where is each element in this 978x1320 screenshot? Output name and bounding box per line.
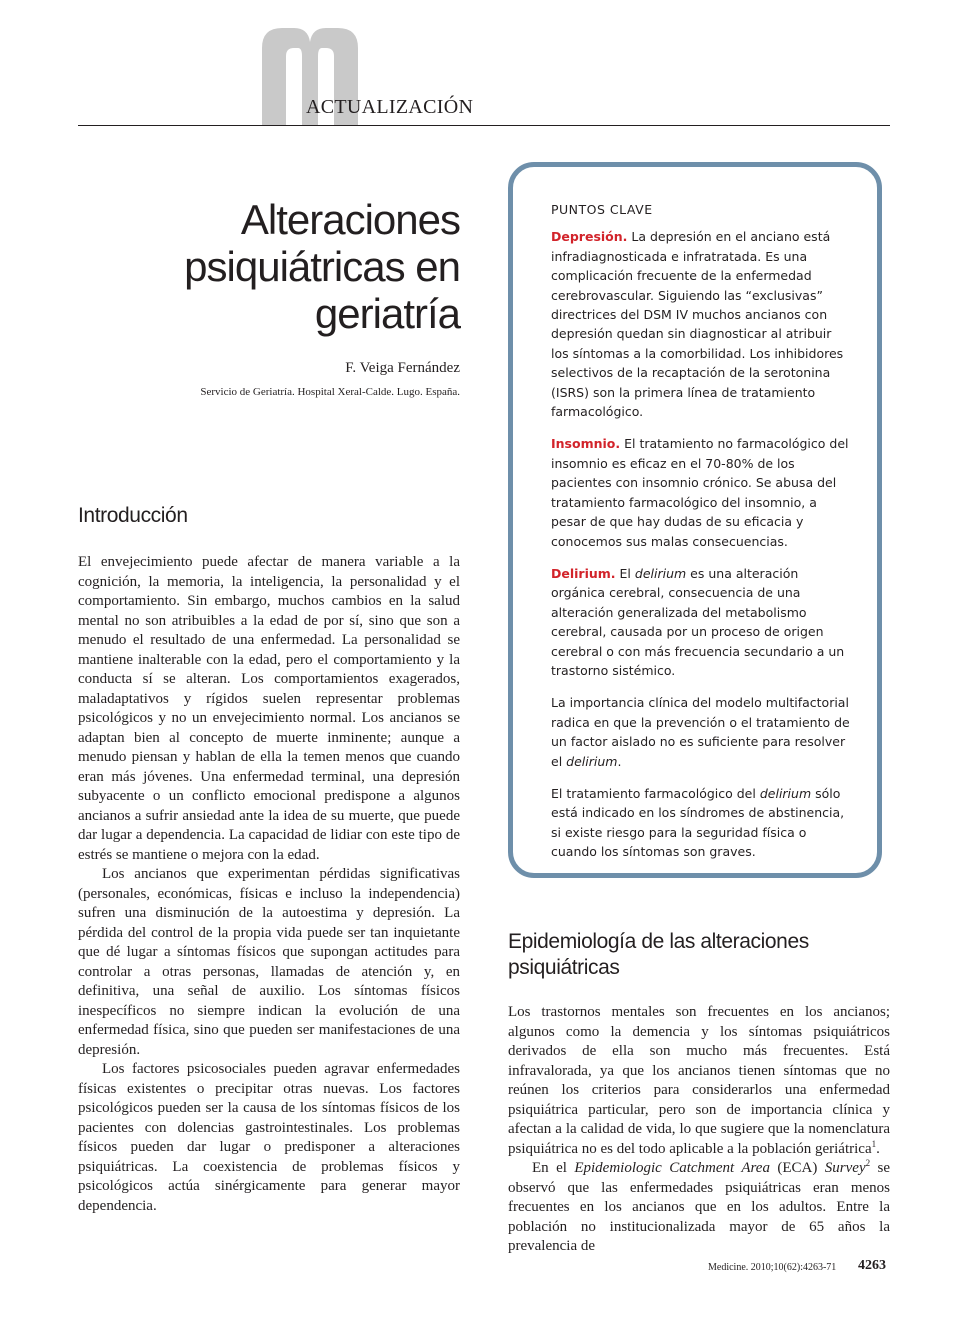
intro-body xyxy=(78,553,460,1216)
journal-citation: Medicine. 2010;10(62):4263-71 xyxy=(708,1262,837,1273)
reference: 1 xyxy=(871,1138,877,1149)
key-points-content xyxy=(551,200,851,875)
section-label: ACTUALIZACIÓN xyxy=(306,96,474,118)
key-point-text: es una alteración orgánica cerebral, consecuencia de una alteración generalizada del metabolismo cerebral, causada por un proceso de origen cerebral o con más frecuencia secundario a un trastorno sistémico. xyxy=(551,565,845,678)
paragraph: Los factores psicosociales pueden agravar enfermedades físicas existentes o precipitar otras nuevas. Los factores psicológicos pueden ser la causa de los síntomas físicos de los pacientes con dolencias gastrointestinales. Los problemas físicos pueden dar lugar o predisponer a alteraciones psiquiátricas. La coexistencia de problemas físicos y psicológicos actúa sinérgicamente para generar mayor dependencia. xyxy=(78,1061,460,1214)
paragraph-text: En el xyxy=(532,1160,567,1176)
key-point-multifactorial xyxy=(551,693,851,771)
epidemiology-heading: Epidemiología de las alteraciones psiquiátricas xyxy=(508,930,809,979)
keyword: Delirium. xyxy=(551,565,616,581)
study-name: Epidemiologic Catchment Area xyxy=(574,1160,770,1176)
punctuation: . xyxy=(617,753,622,769)
paragraph: El envejecimiento puede afectar de manera variable a la cognición, la memoria, la inteligencia, la personalidad y el comportamiento. Sin embargo, muchos cambios en la salud mental no son atribuibles a la edad de por sí, sino que son a menudo el resultado de una enfermedad. La personalidad se mantiene inalterable con la edad, pero el comportamiento y la conducta sí se alteran. Los comportamientos exagerados, maladaptativos y rígidos suelen representar problemas psicológicos y no un envejecimiento normal. Los ancianos se adaptan bien al concepto de muerte inminente; aunque a menudo piensan y hablan de ella la temen menos que cuando eran más jóvenes. Una enfermedad terminal, una depresión subyacente o un conflicto emocional predispone a algunos ancianos a sufrir ansiedad ante la idea de su muerte, que puede dar lugar a dependencia. La capacidad de lidiar con este tipo de estrés se mantiene o mejora con la edad. xyxy=(78,554,460,863)
key-point-delirium xyxy=(551,564,851,680)
key-point-depresion xyxy=(551,227,851,421)
key-point-term: delirium xyxy=(634,565,687,581)
paragraph-text: se observó que las enfermedades psiquiátricas eran menos frecuentes en los ancianos que en los adultos. Entre la población no institucionalizada mayor de 65 años la prevalencia de xyxy=(508,1160,891,1254)
key-points-box xyxy=(508,162,882,878)
punctuation: . xyxy=(876,1140,880,1157)
key-point-text: La depresión en el anciano está infradiagnosticada e infratratada. Es una complicación frecuente de la enfermedad cerebrovascular. Siguiendo las “exclusivas” directrices del DSM IV muchos ancianos con depresión quedan sin diagnosticar al atribuir los síntomas a la comorbilidad. Los inhibidores selectivos de la recaptación de la serotonina (ISRS) son la primera línea de tratamiento farmacológico. xyxy=(551,229,844,420)
key-point-tratamiento xyxy=(551,784,851,862)
paragraph xyxy=(508,1003,890,1159)
keyword: Depresión. xyxy=(551,229,628,245)
key-point-text: La importancia clínica del modelo multifactorial radica en que la prevención o el tratamiento de un factor aislado no es suficiente para resolver el xyxy=(551,695,850,769)
key-points-title: PUNTOS CLAVE xyxy=(551,202,653,217)
header-rule xyxy=(78,125,890,126)
author-name: F. Veiga Fernández xyxy=(345,360,460,376)
key-point-text: El xyxy=(619,565,631,581)
reference: 2 xyxy=(865,1158,871,1168)
author-affiliation: Servicio de Geriatría. Hospital Xeral-Calde. Lugo. España. xyxy=(200,386,460,398)
keyword: Insomnio. xyxy=(551,436,621,452)
key-point-text: sólo está indicado en los síndromes de abstinencia, si existe riesgo para la seguridad física o cuando los síntomas son graves. xyxy=(551,785,845,860)
title-line: Alteraciones xyxy=(240,196,460,243)
key-point-term: delirium xyxy=(759,785,812,801)
page-number: 4263 xyxy=(858,1258,886,1273)
title-line: psiquiátricas en xyxy=(184,243,460,290)
paragraph xyxy=(508,1159,890,1257)
paragraph: Los ancianos que experimentan pérdidas significativas (personales, económicas, físicas e incluso la independencia) sufren una disminución de la autoestima y depresión. La pérdida del control de la propia vida puede ser tan inquietante que dé lugar a síntomas físicos que supongan actitudes para controlar a otras personas, llamadas de atención y, en definitiva, una señal de auxilio. Los síntomas físicos inespecíficos no siempre indican la evolución de una enfermedad física, sino que pueden ser manifestaciones de una depresión. xyxy=(78,866,460,1058)
paragraph-text: Los trastornos mentales son frecuentes en los ancianos; algunos como la demencia y los síntomas psiquiátricos derivados de ella son mucho más frecuentes. Está infravalorada, ya que los ancianos tienen síntomas que no reúnen los criterios para considerarlos una enfermedad psiquiátrica particular, pero son de importancia clínica y afectan a la calidad de vida, lo que sugiere que la nomenclatura psiquiátrica no es del todo aplicable a la población geriátrica xyxy=(508,1004,890,1157)
intro-heading: Introducción xyxy=(78,504,188,527)
study-name: Survey xyxy=(824,1160,866,1176)
paragraph-text: (ECA) xyxy=(777,1160,818,1176)
key-point-text: El tratamiento farmacológico del xyxy=(551,785,756,801)
key-point-insomnio xyxy=(551,434,851,550)
key-point-text: El tratamiento no farmacológico del insomnio es eficaz en el 70-80% de los pacientes con insomnio crónico. Se abusa del tratamiento farmacológico del insomnio, a pesar de que hay dudas de su eficacia y conocemos sus malas consecuencias. xyxy=(551,436,849,549)
title-line: geriatría xyxy=(314,290,460,337)
article-title xyxy=(78,196,460,337)
key-point-term: delirium xyxy=(566,753,618,769)
epidemiology-body xyxy=(508,1003,890,1257)
